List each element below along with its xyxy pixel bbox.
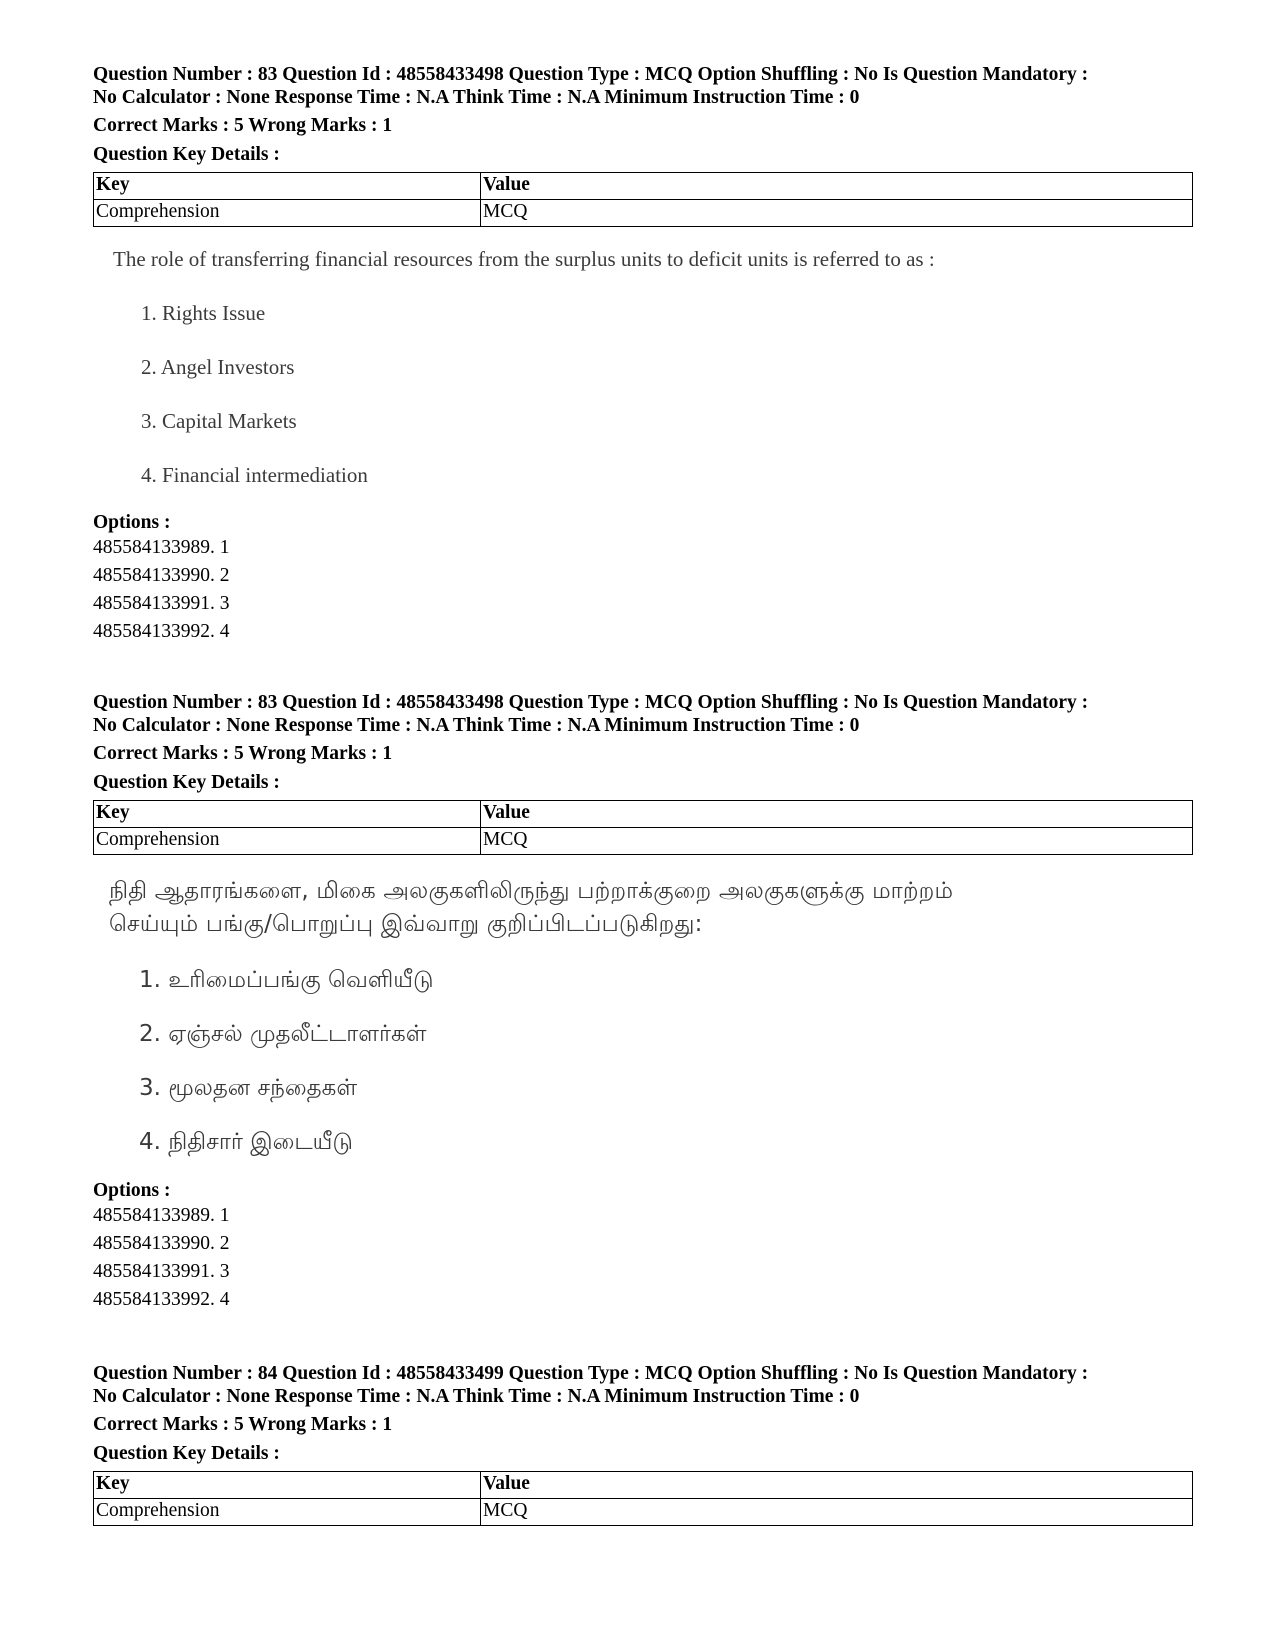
choice-3: 3. மூலதன சந்தைகள்: [139, 1075, 358, 1101]
key-details-table: [93, 172, 1193, 227]
marks-line: Correct Marks : 5 Wrong Marks : 1: [93, 1414, 393, 1435]
marks-line: Correct Marks : 5 Wrong Marks : 1: [93, 115, 393, 136]
key-details-label: Question Key Details :: [93, 1443, 280, 1464]
option-4: 485584133992. 4: [93, 621, 230, 642]
value-cell: MCQ: [481, 1499, 1193, 1526]
question-text-line-1: நிதி ஆதாரங்களை, மிகை அலகுகளிலிருந்து பற்றாக்குறை அலகுகளுக்கு மாற்றம்: [109, 878, 954, 904]
option-4: 485584133992. 4: [93, 1289, 230, 1310]
question-meta-line-1: Question Number : 83 Question Id : 48558433498 Question Type : MCQ Option Shuffling : No Is Question Mandatory :: [93, 692, 1089, 713]
choice-4: 4. நிதிசார் இடையீடு: [139, 1129, 353, 1155]
choice-1: 1. Rights Issue: [141, 301, 266, 325]
key-cell: Comprehension: [94, 1499, 481, 1526]
choice-2: 2. ஏஞ்சல் முதலீட்டாளர்கள்: [139, 1021, 427, 1047]
choice-1: 1. உரிமைப்பங்கு வெளியீடு: [139, 967, 434, 993]
value-cell: MCQ: [481, 828, 1193, 855]
question-meta-line-2: No Calculator : None Response Time : N.A Think Time : N.A Minimum Instruction Time : 0: [93, 87, 860, 108]
value-header: Value: [481, 173, 1193, 200]
question-image: [93, 875, 1193, 1157]
question-text: The role of transferring financial resources from the surplus units to deficit units is referred to as :: [113, 247, 935, 271]
key-header: Key: [94, 1472, 481, 1499]
key-cell: Comprehension: [94, 828, 481, 855]
question-meta-line-2: No Calculator : None Response Time : N.A Think Time : N.A Minimum Instruction Time : 0: [93, 715, 860, 736]
key-cell: Comprehension: [94, 200, 481, 227]
question-meta-line-1: Question Number : 84 Question Id : 48558433499 Question Type : MCQ Option Shuffling : No Is Question Mandatory :: [93, 1363, 1089, 1384]
key-details-label: Question Key Details :: [93, 772, 280, 793]
value-cell: MCQ: [481, 200, 1193, 227]
option-3: 485584133991. 3: [93, 593, 230, 614]
choice-4: 4. Financial intermediation: [141, 463, 368, 487]
key-header: Key: [94, 801, 481, 828]
key-details-label: Question Key Details :: [93, 144, 280, 165]
options-label: Options :: [93, 1180, 171, 1201]
question-text-line-2: செய்யும் பங்கு/பொறுப்பு இவ்வாறு குறிப்பிடப்படுகிறது:: [109, 911, 703, 937]
option-1: 485584133989. 1: [93, 1205, 230, 1226]
question-83-tamil-block: [93, 691, 1193, 1314]
key-header: Key: [94, 173, 481, 200]
value-header: Value: [481, 801, 1193, 828]
question-83-english-block: [93, 63, 1193, 646]
options-label: Options :: [93, 512, 171, 533]
choice-3: 3. Capital Markets: [141, 409, 297, 433]
choice-2: 2. Angel Investors: [141, 355, 295, 379]
question-meta-line-1: Question Number : 83 Question Id : 48558433498 Question Type : MCQ Option Shuffling : No Is Question Mandatory :: [93, 64, 1089, 85]
marks-line: Correct Marks : 5 Wrong Marks : 1: [93, 743, 393, 764]
option-2: 485584133990. 2: [93, 1233, 230, 1254]
value-header: Value: [481, 1472, 1193, 1499]
question-image: [93, 245, 1193, 489]
key-details-table: [93, 800, 1193, 855]
option-2: 485584133990. 2: [93, 565, 230, 586]
option-1: 485584133989. 1: [93, 537, 230, 558]
question-84-block: [93, 1362, 1193, 1526]
option-3: 485584133991. 3: [93, 1261, 230, 1282]
question-meta-line-2: No Calculator : None Response Time : N.A Think Time : N.A Minimum Instruction Time : 0: [93, 1386, 860, 1407]
key-details-table: [93, 1471, 1193, 1526]
